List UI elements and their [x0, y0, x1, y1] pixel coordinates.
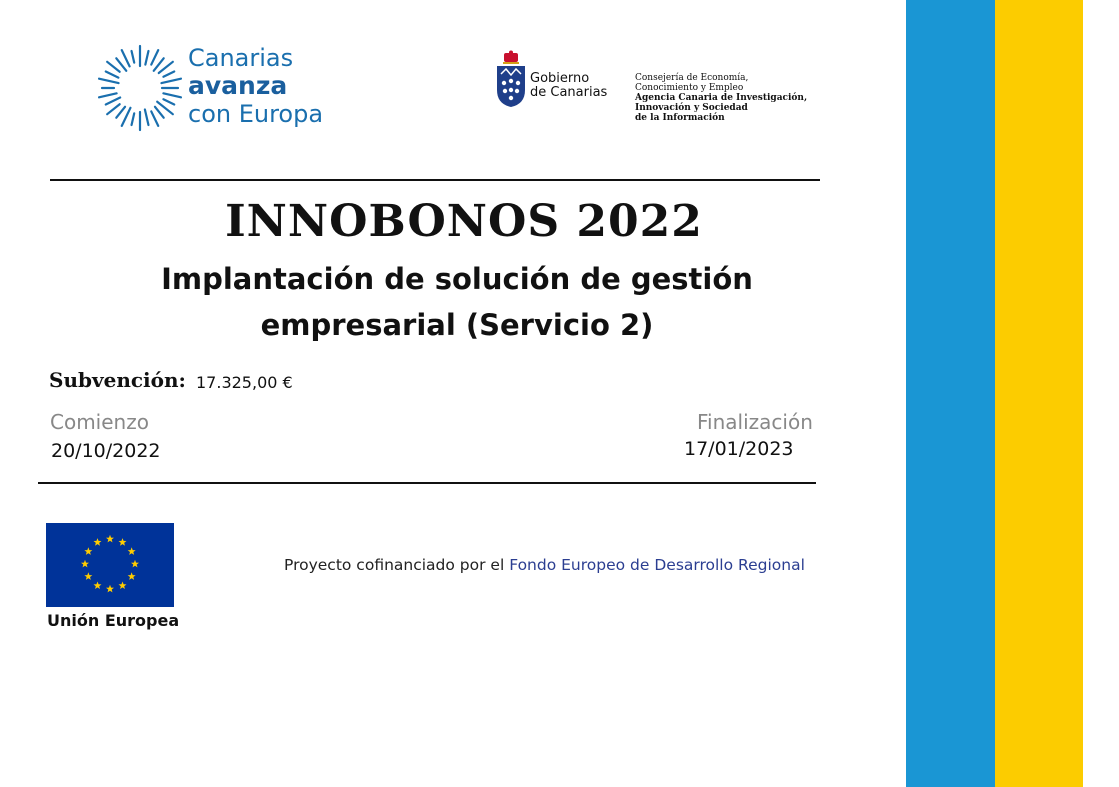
eu-star: [84, 547, 92, 555]
eu-star: [106, 585, 114, 593]
subvencion-label: Subvención:: [49, 368, 186, 392]
burst-ray: [99, 93, 117, 97]
eu-star: [81, 560, 89, 568]
burst-ray: [163, 99, 174, 104]
burst-ray: [107, 62, 120, 72]
burst-ray: [151, 111, 158, 125]
burst-ray: [145, 109, 149, 125]
eu-flag: [46, 523, 174, 607]
burst-ray: [155, 107, 164, 118]
bottom-divider: [38, 482, 816, 484]
eu-star: [106, 535, 114, 543]
gobierno-name: [530, 72, 607, 100]
eu-star: [128, 572, 136, 580]
burst-ray: [132, 113, 135, 125]
burst-ray: [161, 79, 180, 83]
top-divider: [50, 179, 820, 181]
end-date-value: 17/01/2023: [684, 438, 794, 460]
eu-star: [131, 560, 139, 568]
eu-star: [119, 581, 127, 589]
start-date-value: 20/10/2022: [51, 440, 161, 462]
blue-stripe: [906, 0, 995, 787]
end-date-label: Finalización: [697, 410, 813, 434]
logo-line-avanza: avanza: [188, 71, 288, 100]
page-title: INNOBONOS 2022: [225, 196, 703, 247]
burst-ray: [151, 50, 158, 64]
eu-star: [94, 538, 102, 546]
burst-ray: [106, 98, 120, 105]
burst-ray: [122, 50, 130, 66]
page-subtitle: [0, 256, 914, 348]
subtitle-line1: Implantación de solución de gestión: [161, 262, 753, 296]
dept-line3: Agencia Canaria de Investigación,: [635, 93, 808, 103]
eu-star: [119, 538, 127, 546]
gobierno-name-line2: de Canarias: [530, 85, 608, 100]
eu-stars-icon: [46, 523, 174, 607]
cofinancing-note: [284, 556, 805, 574]
burst-ray: [116, 107, 125, 118]
burst-ray: [163, 72, 174, 77]
burst-ray: [132, 51, 135, 63]
dept-line5: de la Información: [635, 113, 725, 123]
gobierno-shield-icon: [495, 50, 527, 108]
eu-star: [94, 581, 102, 589]
dept-line2: Conocimiento y Empleo: [635, 83, 744, 93]
burst-ray: [99, 79, 118, 83]
gobierno-name-line1: Gobierno: [530, 71, 590, 86]
logo-line-canarias: Canarias: [188, 44, 294, 72]
gobierno-department: [635, 73, 807, 123]
eu-star: [128, 547, 136, 555]
start-date-label: Comienzo: [50, 410, 149, 434]
burst-ray: [163, 93, 181, 97]
burst-ray: [107, 104, 120, 114]
cofinancing-fund: Fondo Europeo de Desarrollo Regional: [509, 556, 805, 574]
eu-star: [84, 572, 92, 580]
canarias-avanza-logo-text: [188, 44, 323, 128]
cofinancing-prefix: Proyecto cofinanciado por el: [284, 556, 505, 574]
yellow-stripe: [995, 0, 1083, 787]
burst-ray: [145, 51, 148, 65]
dept-line1: Consejería de Economía,: [635, 73, 749, 83]
subvencion-value: 17.325,00 €: [196, 373, 293, 392]
dept-line4: Innovación y Sociedad: [635, 103, 748, 113]
subtitle-line2: empresarial (Servicio 2): [260, 308, 654, 342]
logo-line-con-europa: con Europa: [188, 100, 324, 128]
burst-ray: [106, 72, 119, 78]
eu-label: Unión Europea: [47, 611, 180, 630]
